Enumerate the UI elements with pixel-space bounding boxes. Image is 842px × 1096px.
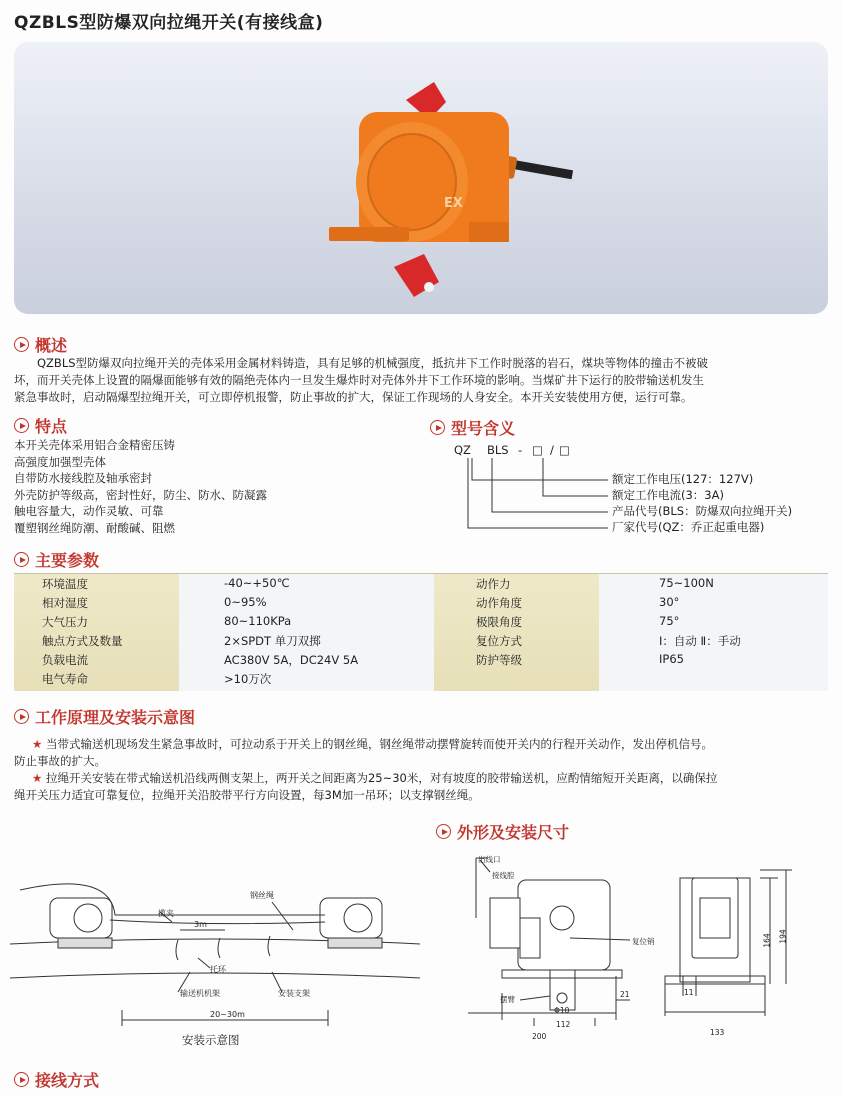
section-features-title: 特点 xyxy=(35,417,68,436)
table-row xyxy=(14,575,828,594)
feature-item: 本开关壳体采用铝合金精密压铸 xyxy=(14,438,175,452)
label-200: 200 xyxy=(532,1032,547,1041)
product-photo-panel xyxy=(14,42,828,314)
model-item-product: 产品代号(BLS：防爆双向拉绳开关) xyxy=(612,504,793,518)
ex-badge: EX xyxy=(444,196,463,211)
section-features xyxy=(14,414,67,437)
label-outlet: 出线口 xyxy=(478,855,501,864)
feature-item: 外壳防护等级高，密封性好，防尘、防水、防凝露 xyxy=(14,487,267,502)
dimension-diagram xyxy=(460,848,840,1048)
principle-line xyxy=(14,770,834,787)
params-table xyxy=(14,573,828,691)
page-title: QZBLS型防爆双向拉绳开关(有接线盒) xyxy=(14,13,324,33)
install-caption: 安装示意图 xyxy=(182,1033,240,1047)
feature-item: 覆塑钢丝绳防潮、耐酸碱、阻燃 xyxy=(14,520,175,535)
label-164: 164 xyxy=(762,933,772,948)
param-value: 80~110KPa xyxy=(224,614,292,628)
section-dims-title: 外形及安装尺寸 xyxy=(457,823,570,842)
model-diagram xyxy=(430,440,830,550)
param-label: 极限角度 xyxy=(476,615,522,629)
section-bullet-icon xyxy=(14,418,29,433)
param-value: 75° xyxy=(659,614,680,628)
param-label: 触点方式及数量 xyxy=(42,634,123,648)
principle-text-2a: 拉绳开关安装在带式输送机沿线两侧支架上，两开关之间距离为25~30米，对有坡度的胶带输送机，应酌情缩短开关距离，以确保拉 xyxy=(45,771,718,785)
label-frame: 输送机机架 xyxy=(180,989,220,998)
dimension-drawing xyxy=(460,848,840,1048)
overview-line: 紧急事故时，启动隔爆型拉绳开关，可立即停机报警，防止事故的扩大，保证工作现场的人身安全。本开关安装使用方便，运行可靠。 xyxy=(14,390,693,404)
section-principle xyxy=(14,705,195,728)
model-slash: / xyxy=(550,443,554,457)
label-bracket: 安装支架 xyxy=(278,989,310,998)
section-params-title: 主要参数 xyxy=(35,551,100,570)
model-box-voltage: □ xyxy=(559,443,570,457)
star-icon: ★ xyxy=(32,737,43,751)
label-wire: 钢丝绳 xyxy=(250,891,274,900)
model-code-bls: BLS xyxy=(487,443,509,457)
section-bullet-icon xyxy=(14,709,29,724)
param-label: 复位方式 xyxy=(476,634,522,648)
model-item-maker: 厂家代号(QZ：乔正起重电器) xyxy=(612,520,765,534)
section-bullet-icon xyxy=(436,824,451,839)
principle-text xyxy=(14,736,834,804)
section-bullet-icon xyxy=(430,420,445,435)
product-photo xyxy=(14,42,828,314)
table-row xyxy=(14,651,828,670)
section-overview-title: 概述 xyxy=(35,336,68,355)
section-overview xyxy=(14,333,67,356)
param-label: 动作力 xyxy=(476,577,511,591)
param-label: 环境温度 xyxy=(42,577,88,591)
label-133: 133 xyxy=(710,1028,725,1037)
label-11: 11 xyxy=(684,988,694,997)
label-ring: 托环 xyxy=(210,965,226,974)
param-value: 2×SPDT 单刀双掷 xyxy=(224,634,321,648)
param-value: >10万次 xyxy=(224,672,272,686)
section-dims xyxy=(436,820,569,843)
label-112: 112 xyxy=(556,1020,571,1029)
section-model xyxy=(430,416,515,439)
install-diagram xyxy=(10,860,420,1050)
overview-line: QZBLS型防爆双向拉绳开关的壳体采用金属材料铸造，具有足够的机械强度，抵抗井下工作时脱落的岩石，煤块等物体的撞击不被破 xyxy=(37,356,709,370)
model-code-qz: QZ xyxy=(454,443,471,457)
principle-line: 绳开关压力适宜可靠复位，拉绳开关沿胶带平行方向设置，每3M加一吊环；以支撑钢丝绳。 xyxy=(14,788,480,802)
param-value: 30° xyxy=(659,595,680,609)
table-row xyxy=(14,670,828,689)
label-hook: 揽夹 xyxy=(158,909,174,918)
install-drawing xyxy=(10,860,420,1050)
label-2030: 20~30m xyxy=(210,1010,245,1019)
param-value: 75~100N xyxy=(659,576,714,590)
param-label: 大气压力 xyxy=(42,615,88,629)
section-wiring xyxy=(14,1068,99,1091)
param-label: 防护等级 xyxy=(476,653,522,667)
principle-line xyxy=(14,736,834,753)
overview-line: 坏，而开关壳体上设置的隔爆面能够有效的隔绝壳体内一旦发生爆炸时对壳体外井下工作环境的影响。当煤矿井下运行的胶带输送机发生 xyxy=(14,373,704,387)
param-value: AC380V 5A，DC24V 5A xyxy=(224,653,359,667)
label-phi10: Φ10 xyxy=(554,1006,570,1015)
feature-item: 自带防水接线腔及轴承密封 xyxy=(14,471,152,485)
param-value: -40~+50℃ xyxy=(224,576,290,590)
param-value: Ⅰ：自动 Ⅱ：手动 xyxy=(659,634,741,648)
label-21: 21 xyxy=(620,990,630,999)
principle-line: 防止事故的扩大。 xyxy=(14,754,106,768)
section-bullet-icon xyxy=(14,552,29,567)
label-reset-pin: 复位销 xyxy=(632,937,655,946)
section-wiring-title: 接线方式 xyxy=(35,1071,100,1090)
table-row xyxy=(14,594,828,613)
model-item-current: 额定工作电流(3：3A) xyxy=(612,488,724,502)
label-terminal: 接线腔 xyxy=(492,871,515,880)
param-label: 电气寿命 xyxy=(42,672,88,686)
model-item-voltage: 额定工作电压(127：127V) xyxy=(612,472,754,486)
features-list xyxy=(14,437,374,536)
table-row xyxy=(14,613,828,632)
label-arm: 摆臂 xyxy=(500,995,515,1004)
model-dash: - xyxy=(518,443,523,457)
section-principle-title: 工作原理及安装示意图 xyxy=(35,708,196,727)
param-value: IP65 xyxy=(659,652,684,666)
overview-text xyxy=(14,355,834,406)
label-194: 194 xyxy=(778,929,788,944)
param-value: 0~95% xyxy=(224,595,267,609)
feature-item: 触电容量大，动作灵敏、可靠 xyxy=(14,504,164,518)
principle-text-1a: 当带式输送机现场发生紧急事故时，可拉动系于开关上的钢丝绳，钢丝绳带动摆臂旋转而使开关内的行程开关动作，发出停机信号。 xyxy=(45,737,713,751)
param-label: 相对湿度 xyxy=(42,596,88,610)
param-label: 负载电流 xyxy=(42,653,88,667)
param-label: 动作角度 xyxy=(476,596,522,610)
section-params xyxy=(14,548,99,571)
table-row xyxy=(14,632,828,651)
section-bullet-icon xyxy=(14,1072,29,1087)
star-icon: ★ xyxy=(32,771,43,785)
label-3m: 3m xyxy=(194,920,207,929)
section-bullet-icon xyxy=(14,337,29,352)
model-box-current: □ xyxy=(532,443,543,457)
feature-item: 高强度加强型壳体 xyxy=(14,454,106,469)
section-model-title: 型号含义 xyxy=(451,419,516,438)
